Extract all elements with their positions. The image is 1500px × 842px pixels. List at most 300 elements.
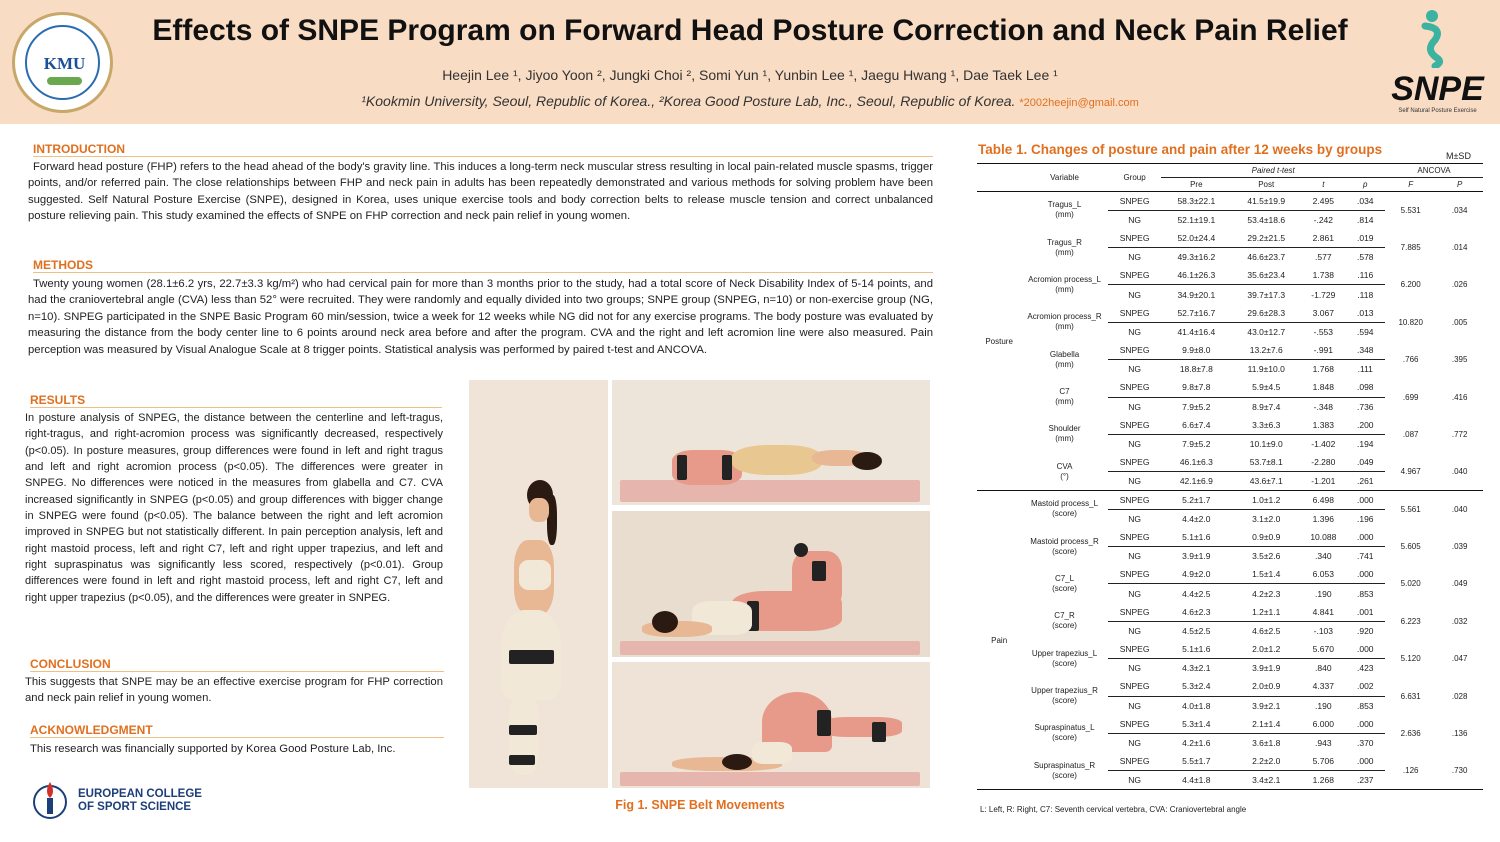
t-cell: 2.495 — [1301, 192, 1345, 211]
snpe-logo — [1385, 8, 1490, 118]
t-cell: .340 — [1315, 551, 1332, 562]
p-cell: .002 — [1345, 677, 1385, 696]
p-cell: .118 — [1357, 289, 1374, 300]
introduction-heading: INTRODUCTION — [33, 142, 933, 157]
ancova-p-cell: .005 — [1451, 317, 1468, 327]
table-row — [977, 304, 1483, 323]
header-variable: Variable — [1021, 164, 1108, 192]
ancova-p-cell: .049 — [1451, 579, 1468, 589]
group-cell: SNPEG — [1108, 229, 1162, 248]
post-cell: 43.6±7.1 — [1249, 476, 1283, 487]
p-cell: .000 — [1345, 640, 1385, 659]
affiliations — [150, 93, 1350, 109]
post-cell: 1.5±1.4 — [1231, 565, 1301, 584]
pre-cell: 4.4±1.8 — [1182, 775, 1211, 786]
post-cell: 39.7±17.3 — [1247, 289, 1286, 300]
variable-name: C7_R — [1054, 611, 1075, 621]
ecss-line-1: EUROPEAN COLLEGE — [78, 788, 202, 800]
t-cell: 3.067 — [1301, 304, 1345, 323]
post-cell: 13.2±7.6 — [1231, 341, 1301, 360]
table-row — [977, 752, 1483, 771]
variable-unit: (score) — [1052, 583, 1077, 593]
t-cell: 6.498 — [1301, 491, 1345, 510]
t-cell: -2.280 — [1301, 453, 1345, 472]
ancova-p-cell: .014 — [1451, 243, 1468, 253]
table-header-row-1 — [977, 164, 1483, 178]
ancova-f-cell: .766 — [1402, 355, 1419, 365]
group-cell: NG — [1128, 364, 1141, 375]
group-cell: NG — [1128, 738, 1141, 749]
group-cell: NG — [1128, 476, 1141, 487]
p-cell: .000 — [1345, 565, 1385, 584]
ancova-f-cell: .699 — [1402, 392, 1419, 402]
photo-bridge-belt-exercise — [612, 380, 930, 505]
variable-label — [1021, 491, 1108, 528]
ancova-f-cell: 2.636 — [1400, 728, 1421, 738]
t-cell: 1.768 — [1312, 364, 1334, 375]
variable-label — [1021, 266, 1108, 303]
post-cell: 3.4±2.1 — [1252, 775, 1281, 786]
t-cell: 1.738 — [1301, 266, 1345, 285]
variable-unit: (mm) — [1055, 210, 1074, 220]
pre-cell: 4.4±2.5 — [1182, 588, 1211, 599]
kmu-logo — [12, 12, 113, 113]
table-row — [977, 229, 1483, 248]
ancova-f-cell: 5.020 — [1400, 579, 1421, 589]
p-cell: .423 — [1356, 663, 1374, 674]
ancova-f-cell: 7.885 — [1400, 243, 1421, 253]
ancova-p-cell: .047 — [1451, 654, 1468, 664]
conclusion-heading: CONCLUSION — [30, 657, 444, 672]
p-cell: .194 — [1356, 439, 1374, 450]
post-cell: 4.6±2.5 — [1252, 625, 1281, 636]
variable-label — [1021, 603, 1108, 640]
pre-cell: 7.9±5.2 — [1182, 439, 1211, 450]
variable-name: CVA — [1056, 461, 1073, 471]
ancova-f-cell: 5.531 — [1400, 205, 1421, 215]
post-cell: 46.6±23.7 — [1247, 252, 1286, 263]
t-cell: -.991 — [1301, 341, 1345, 360]
pre-cell: 18.8±7.8 — [1179, 364, 1213, 375]
p-cell: .200 — [1345, 416, 1385, 435]
t-cell: 4.841 — [1301, 603, 1345, 622]
t-cell: .577 — [1315, 252, 1332, 263]
pre-cell: 4.6±2.3 — [1161, 603, 1231, 622]
photo-cobra-belt-exercise — [612, 511, 930, 657]
table-body — [977, 192, 1483, 790]
ancova-f-cell: .126 — [1402, 766, 1419, 776]
pre-cell: 58.3±22.1 — [1161, 192, 1231, 211]
post-cell: 53.7±8.1 — [1231, 453, 1301, 472]
results-heading: RESULTS — [30, 393, 442, 408]
pre-cell: 3.9±1.9 — [1182, 551, 1211, 562]
pre-cell: 46.1±6.3 — [1161, 453, 1231, 472]
group-cell: SNPEG — [1108, 453, 1162, 472]
pre-cell: 5.3±2.4 — [1161, 677, 1231, 696]
group-cell: SNPEG — [1108, 378, 1162, 397]
table-row — [977, 192, 1483, 211]
p-cell: .196 — [1356, 513, 1374, 524]
table-row — [977, 715, 1483, 734]
post-cell: 29.2±21.5 — [1231, 229, 1301, 248]
ancova-f-cell: .087 — [1402, 429, 1419, 439]
ancova-f-cell: 5.120 — [1400, 654, 1421, 664]
pre-cell: 4.0±1.8 — [1182, 700, 1211, 711]
ancova-p-cell: .730 — [1451, 766, 1468, 776]
ancova-p-cell: .040 — [1451, 467, 1468, 477]
p-cell: .261 — [1356, 476, 1374, 487]
post-cell: 3.1±2.0 — [1252, 513, 1281, 524]
t-cell: -.348 — [1313, 401, 1333, 412]
snpe-logo-subtitle: Self Natural Posture Exercise — [1398, 108, 1477, 114]
kmu-logo-leaf-icon — [47, 77, 82, 85]
p-cell: .594 — [1356, 326, 1374, 337]
t-cell: 4.337 — [1301, 677, 1345, 696]
variable-name: Tragus_R — [1047, 237, 1082, 247]
table-row — [977, 640, 1483, 659]
t-cell: 10.088 — [1301, 528, 1345, 547]
table-row — [977, 416, 1483, 435]
variable-name: C7_L — [1054, 573, 1075, 583]
group-cell: SNPEG — [1108, 266, 1162, 285]
table-row — [977, 378, 1483, 397]
t-cell: -.103 — [1313, 625, 1333, 636]
variable-unit: (score) — [1052, 546, 1077, 556]
t-cell: .190 — [1315, 700, 1332, 711]
p-cell: .000 — [1345, 715, 1385, 734]
post-cell: 3.6±1.8 — [1252, 738, 1281, 749]
ancova-f-cell: 6.200 — [1400, 280, 1421, 290]
t-cell: .943 — [1315, 738, 1332, 749]
variable-label — [1021, 304, 1108, 341]
variable-name: C7 — [1059, 387, 1070, 397]
variable-label — [1021, 677, 1108, 714]
variable-unit: (°) — [1060, 471, 1069, 481]
group-cell: NG — [1128, 700, 1141, 711]
p-cell: .098 — [1345, 378, 1385, 397]
variable-label — [1021, 378, 1108, 415]
p-cell: .000 — [1345, 752, 1385, 771]
p-cell: .853 — [1356, 700, 1374, 711]
group-cell: NG — [1128, 513, 1141, 524]
header-group: Group — [1108, 164, 1162, 192]
group-cell: SNPEG — [1108, 304, 1162, 323]
post-cell: 5.9±4.5 — [1231, 378, 1301, 397]
post-cell: 2.2±2.0 — [1231, 752, 1301, 771]
variable-label — [1021, 229, 1108, 266]
ancova-p-cell: .395 — [1451, 355, 1468, 365]
header-pre: Pre — [1190, 180, 1203, 189]
pre-cell: 9.8±7.8 — [1161, 378, 1231, 397]
ecss-logo — [30, 778, 220, 822]
group-cell: SNPEG — [1108, 640, 1162, 659]
ancova-p-cell: .028 — [1451, 691, 1468, 701]
ancova-f-cell: 6.223 — [1400, 616, 1421, 626]
variable-label — [1021, 341, 1108, 378]
t-cell: 2.861 — [1301, 229, 1345, 248]
group-cell: NG — [1128, 326, 1141, 337]
figure-caption: Fig 1. SNPE Belt Movements — [615, 798, 785, 812]
snpe-figure-icon — [1385, 8, 1490, 68]
photo-standing-belt-exercise — [469, 380, 608, 788]
group-cell: SNPEG — [1108, 715, 1162, 734]
group-cell: NG — [1128, 775, 1141, 786]
group-cell: SNPEG — [1108, 416, 1162, 435]
variable-unit: (score) — [1052, 770, 1077, 780]
ancova-p-cell: .032 — [1451, 616, 1468, 626]
t-cell: 1.383 — [1301, 416, 1345, 435]
post-cell: 41.5±19.9 — [1231, 192, 1301, 211]
header-ancova: ANCOVA — [1385, 164, 1483, 178]
p-cell: .000 — [1345, 491, 1385, 510]
p-cell: .111 — [1357, 364, 1373, 375]
variable-unit: (mm) — [1055, 322, 1074, 332]
variable-unit: (mm) — [1055, 397, 1074, 407]
contact-email[interactable]: *2002heejin@gmail.com — [1019, 97, 1139, 109]
ancova-p-cell: .772 — [1451, 429, 1468, 439]
ancova-p-cell: .034 — [1451, 205, 1468, 215]
t-cell: 1.396 — [1312, 513, 1334, 524]
ancova-f-cell: 10.820 — [1398, 317, 1423, 327]
pre-cell: 4.5±2.5 — [1182, 625, 1211, 636]
header-t: t — [1322, 180, 1325, 189]
post-cell: 2.0±0.9 — [1231, 677, 1301, 696]
category-label: Posture — [985, 336, 1013, 346]
variable-name: Mastoid process_L — [1030, 499, 1099, 509]
table-stat-note: M±SD — [1446, 151, 1471, 161]
t-cell: 6.000 — [1301, 715, 1345, 734]
pre-cell: 5.1±1.6 — [1161, 528, 1231, 547]
group-cell: SNPEG — [1108, 677, 1162, 696]
post-cell: 3.9±1.9 — [1252, 663, 1281, 674]
ancova-p-cell: .039 — [1451, 542, 1468, 552]
kmu-logo-text: KMU — [43, 54, 86, 73]
t-cell: -.553 — [1313, 326, 1333, 337]
group-cell: SNPEG — [1108, 341, 1162, 360]
t-cell: -.242 — [1313, 214, 1333, 225]
ancova-f-cell: 5.561 — [1400, 504, 1421, 514]
introduction-text: Forward head posture (FHP) refers to the head ahead of the body's gravity line. This induces a long-term neck muscular stress resulting in local pain-related muscle spasms, trigger points, and/or referred pain. The close relationships between FHP and neck pain in adults has been repeatedly demonstrated and various methods for solving problem have been suggested. Self Natural Posture Exercise (SNPE), designed in Korea, uses unique exercise tools and body correction belts to release muscle tension and correct unbalanced posture relieving pain. This study examined the effects of SNPE on FHP correction and neck pain relief in young women. — [28, 161, 933, 223]
post-cell: 4.2±2.3 — [1252, 588, 1281, 599]
table-row — [977, 565, 1483, 584]
pre-cell: 52.7±16.7 — [1161, 304, 1231, 323]
group-cell: NG — [1128, 663, 1141, 674]
variable-unit: (mm) — [1055, 359, 1074, 369]
post-cell: 1.0±1.2 — [1231, 491, 1301, 510]
variable-name: Acromion process_L — [1028, 274, 1101, 284]
t-cell: 1.848 — [1301, 378, 1345, 397]
group-cell: SNPEG — [1108, 528, 1162, 547]
pre-cell: 52.0±24.4 — [1161, 229, 1231, 248]
variable-name: Glabella — [1049, 349, 1080, 359]
pre-cell: 5.2±1.7 — [1161, 491, 1231, 510]
p-cell: .000 — [1345, 528, 1385, 547]
variable-name: Upper trapezius_L — [1031, 648, 1098, 658]
ancova-p-cell: .040 — [1451, 504, 1468, 514]
group-cell: NG — [1128, 401, 1141, 412]
ecss-line-2: OF SPORT SCIENCE — [78, 801, 192, 813]
table-row — [977, 603, 1483, 622]
pre-cell: 6.6±7.4 — [1161, 416, 1231, 435]
methods-heading: METHODS — [33, 258, 933, 273]
variable-unit: (score) — [1052, 509, 1077, 519]
variable-unit: (mm) — [1055, 434, 1074, 444]
affiliation-text: ¹Kookmin University, Seoul, Republic of Korea., ²Korea Good Posture Lab, Inc., Seoul, Republic of Korea. — [361, 93, 1016, 109]
table-title: Table 1. Changes of posture and pain after 12 weeks by groups — [978, 142, 1383, 157]
pre-cell: 52.1±19.1 — [1177, 214, 1216, 225]
variable-label — [1021, 640, 1108, 677]
variable-name: Supraspinatus_R — [1033, 760, 1096, 770]
ancova-f-cell: 6.631 — [1400, 691, 1421, 701]
p-cell: .034 — [1345, 192, 1385, 211]
variable-label — [1021, 528, 1108, 565]
header-post: Post — [1258, 180, 1275, 189]
pre-cell: 49.3±16.2 — [1177, 252, 1216, 263]
pre-cell: 9.9±8.0 — [1161, 341, 1231, 360]
table-row — [977, 677, 1483, 696]
pre-cell: 46.1±26.3 — [1161, 266, 1231, 285]
variable-name: Shoulder — [1048, 424, 1081, 434]
photo-plow-belt-exercise — [612, 662, 930, 788]
results-text: In posture analysis of SNPEG, the distance between the centerline and left-tragus, right-tragus, and right-acromion process was significantly decreased, respectively (p<0.05). In posture measures, group differences were found in left and right tragus and left and right acromion process (p<0.05). The differences were greater in SNPEG. No differences were noticed in the measures from glabella and C7. CVA increased significantly in SNPEG (p<0.05) and group differences with bigger change in SNPEG were found (p<0.05). The balance between the right and left acromion improved in SNPEG but not statistically different. In pain perception analysis, left and right mastoid process, left and right C7, left and right upper trapezius, and left and right supraspinatus was significantly less scored, respectively (p<0.01). Group differences were found in left and right mastoid process, left and right C7, left and right upper trapezius (p<0.05), and the differences were greater in SNPEG. — [25, 412, 443, 604]
post-cell: 3.9±2.1 — [1252, 700, 1281, 711]
variable-label — [1021, 416, 1108, 453]
table-footnote: L: Left, R: Right, C7: Seventh cervical vertebra, CVA: Craniovertebral angle — [980, 805, 1247, 814]
group-cell: NG — [1128, 588, 1141, 599]
ecss-emblem-icon — [30, 778, 70, 822]
group-cell: SNPEG — [1108, 752, 1162, 771]
p-cell: .853 — [1356, 588, 1374, 599]
p-cell: .370 — [1356, 738, 1374, 749]
group-cell: SNPEG — [1108, 491, 1162, 510]
p-cell: .348 — [1345, 341, 1385, 360]
p-cell: .237 — [1356, 775, 1374, 786]
variable-name: Tragus_L — [1047, 200, 1082, 210]
pre-cell: 41.4±16.4 — [1177, 326, 1216, 337]
t-cell: -1.729 — [1311, 289, 1336, 300]
ancova-f-cell: 5.605 — [1400, 542, 1421, 552]
p-cell: .116 — [1345, 266, 1385, 285]
post-cell: 0.9±0.9 — [1231, 528, 1301, 547]
variable-name: Supraspinatus_L — [1034, 723, 1095, 733]
p-cell: .019 — [1345, 229, 1385, 248]
t-cell: 5.706 — [1301, 752, 1345, 771]
post-cell: 2.1±1.4 — [1231, 715, 1301, 734]
variable-unit: (score) — [1052, 658, 1077, 668]
pre-cell: 7.9±5.2 — [1182, 401, 1211, 412]
pre-cell: 5.5±1.7 — [1161, 752, 1231, 771]
author-list: Heejin Lee ¹, Jiyoo Yoon ², Jungki Choi ², Somi Yun ¹, Yunbin Lee ¹, Jaegu Hwang ¹, Dae Taek Lee ¹ — [442, 67, 1058, 83]
ancova-p-cell: .416 — [1451, 392, 1468, 402]
p-cell: .814 — [1356, 214, 1374, 225]
methods-text: Twenty young women (28.1±6.2 yrs, 22.7±3.3 kg/m²) who had cervical pain for more than 3 months prior to the study, had a total score of Neck Disability Index of 5-14 points, and had the craniovertebral angle (CVA) less than 52° were recruited. They were randomly and equally divided into two groups; SNPE group (SNPEG, n=10) or non-exercise group (NG, n=10). SNPEG participated in the SNPE Basic Program 60 min/session, twice a week for 12 weeks while NG did not for any exercise programs. The body posture was evaluated by measuring the distance from the body center line to 6 points around neck area before and after the program. CVA and the right and left acromion line were also measured. Pain perception was measured by Visual Analogue Scale at 8 trigger points. Statistical analysis was performed by paired t-test and ANCOVA. — [28, 278, 933, 356]
snpe-logo-word: SNPE — [1391, 70, 1484, 108]
header-F: F — [1408, 180, 1414, 189]
ancova-p-cell: .026 — [1451, 280, 1468, 290]
variable-label — [1021, 752, 1108, 789]
variable-label — [1021, 565, 1108, 602]
p-cell: .013 — [1345, 304, 1385, 323]
p-cell: .736 — [1356, 401, 1374, 412]
category-label: Pain — [991, 635, 1008, 645]
p-cell: .001 — [1345, 603, 1385, 622]
pre-cell: 4.2±1.6 — [1182, 738, 1211, 749]
t-cell: .190 — [1315, 588, 1332, 599]
group-cell: NG — [1128, 551, 1141, 562]
t-cell: 6.053 — [1301, 565, 1345, 584]
header-P: P — [1456, 180, 1463, 189]
acknowledgment-text: This research was financially supported by Korea Good Posture Lab, Inc. — [30, 743, 396, 755]
post-cell: 11.9±10.0 — [1247, 364, 1285, 375]
ancova-p-cell: .136 — [1451, 728, 1468, 738]
variable-label — [1021, 453, 1108, 490]
pre-cell: 4.9±2.0 — [1161, 565, 1231, 584]
kmu-logo-ring — [25, 25, 100, 100]
variable-name: Mastoid process_R — [1030, 536, 1099, 546]
variable-unit: (score) — [1052, 733, 1077, 743]
post-cell: 3.3±6.3 — [1231, 416, 1301, 435]
pre-cell: 4.3±2.1 — [1182, 663, 1211, 674]
table-row — [977, 453, 1483, 472]
pre-cell: 5.1±1.6 — [1161, 640, 1231, 659]
pre-cell: 4.4±2.0 — [1182, 513, 1211, 524]
poster-title: Effects of SNPE Program on Forward Head Posture Correction and Neck Pain Relief — [152, 14, 1348, 47]
variable-unit: (score) — [1052, 696, 1077, 706]
group-cell: SNPEG — [1108, 565, 1162, 584]
variable-unit: (mm) — [1055, 247, 1074, 257]
variable-name: Upper trapezius_R — [1031, 686, 1098, 696]
results-table — [977, 163, 1483, 790]
post-cell: 43.0±12.7 — [1247, 326, 1286, 337]
post-cell: 29.6±28.3 — [1231, 304, 1301, 323]
t-cell: .840 — [1315, 663, 1332, 674]
t-cell: -1.201 — [1311, 476, 1336, 487]
t-cell: 5.670 — [1301, 640, 1345, 659]
ancova-f-cell: 4.967 — [1400, 467, 1421, 477]
group-cell: SNPEG — [1108, 192, 1162, 211]
pre-cell: 34.9±20.1 — [1177, 289, 1216, 300]
pre-cell: 42.1±6.9 — [1179, 476, 1213, 487]
table-row — [977, 491, 1483, 510]
group-cell: SNPEG — [1108, 603, 1162, 622]
variable-label — [1021, 192, 1108, 229]
p-cell: .578 — [1356, 252, 1374, 263]
p-cell: .741 — [1356, 551, 1374, 562]
conclusion-text: This suggests that SNPE may be an effective exercise program for FHP correction and neck pain relief in young women. — [25, 676, 443, 705]
post-cell: 8.9±7.4 — [1252, 401, 1281, 412]
ecss-logo-text — [78, 788, 202, 814]
group-cell: NG — [1128, 439, 1141, 450]
group-cell: NG — [1128, 214, 1141, 225]
group-cell: NG — [1128, 625, 1141, 636]
variable-unit: (mm) — [1055, 284, 1074, 294]
header-paired: Paired t-test — [1161, 164, 1385, 178]
variable-unit: (score) — [1052, 621, 1077, 631]
post-cell: 35.6±23.4 — [1231, 266, 1301, 285]
table-row — [977, 266, 1483, 285]
post-cell: 1.2±1.1 — [1231, 603, 1301, 622]
table-row — [977, 528, 1483, 547]
group-cell: NG — [1128, 252, 1141, 263]
poster-header — [0, 0, 1500, 124]
post-cell: 2.0±1.2 — [1231, 640, 1301, 659]
post-cell: 3.5±2.6 — [1252, 551, 1281, 562]
header-p: p — [1363, 180, 1368, 189]
t-cell: -1.402 — [1311, 439, 1336, 450]
variable-name: Acromion process_R — [1027, 312, 1102, 322]
pre-cell: 5.3±1.4 — [1161, 715, 1231, 734]
acknowledgment-heading: ACKNOWLEDGMENT — [30, 723, 444, 738]
